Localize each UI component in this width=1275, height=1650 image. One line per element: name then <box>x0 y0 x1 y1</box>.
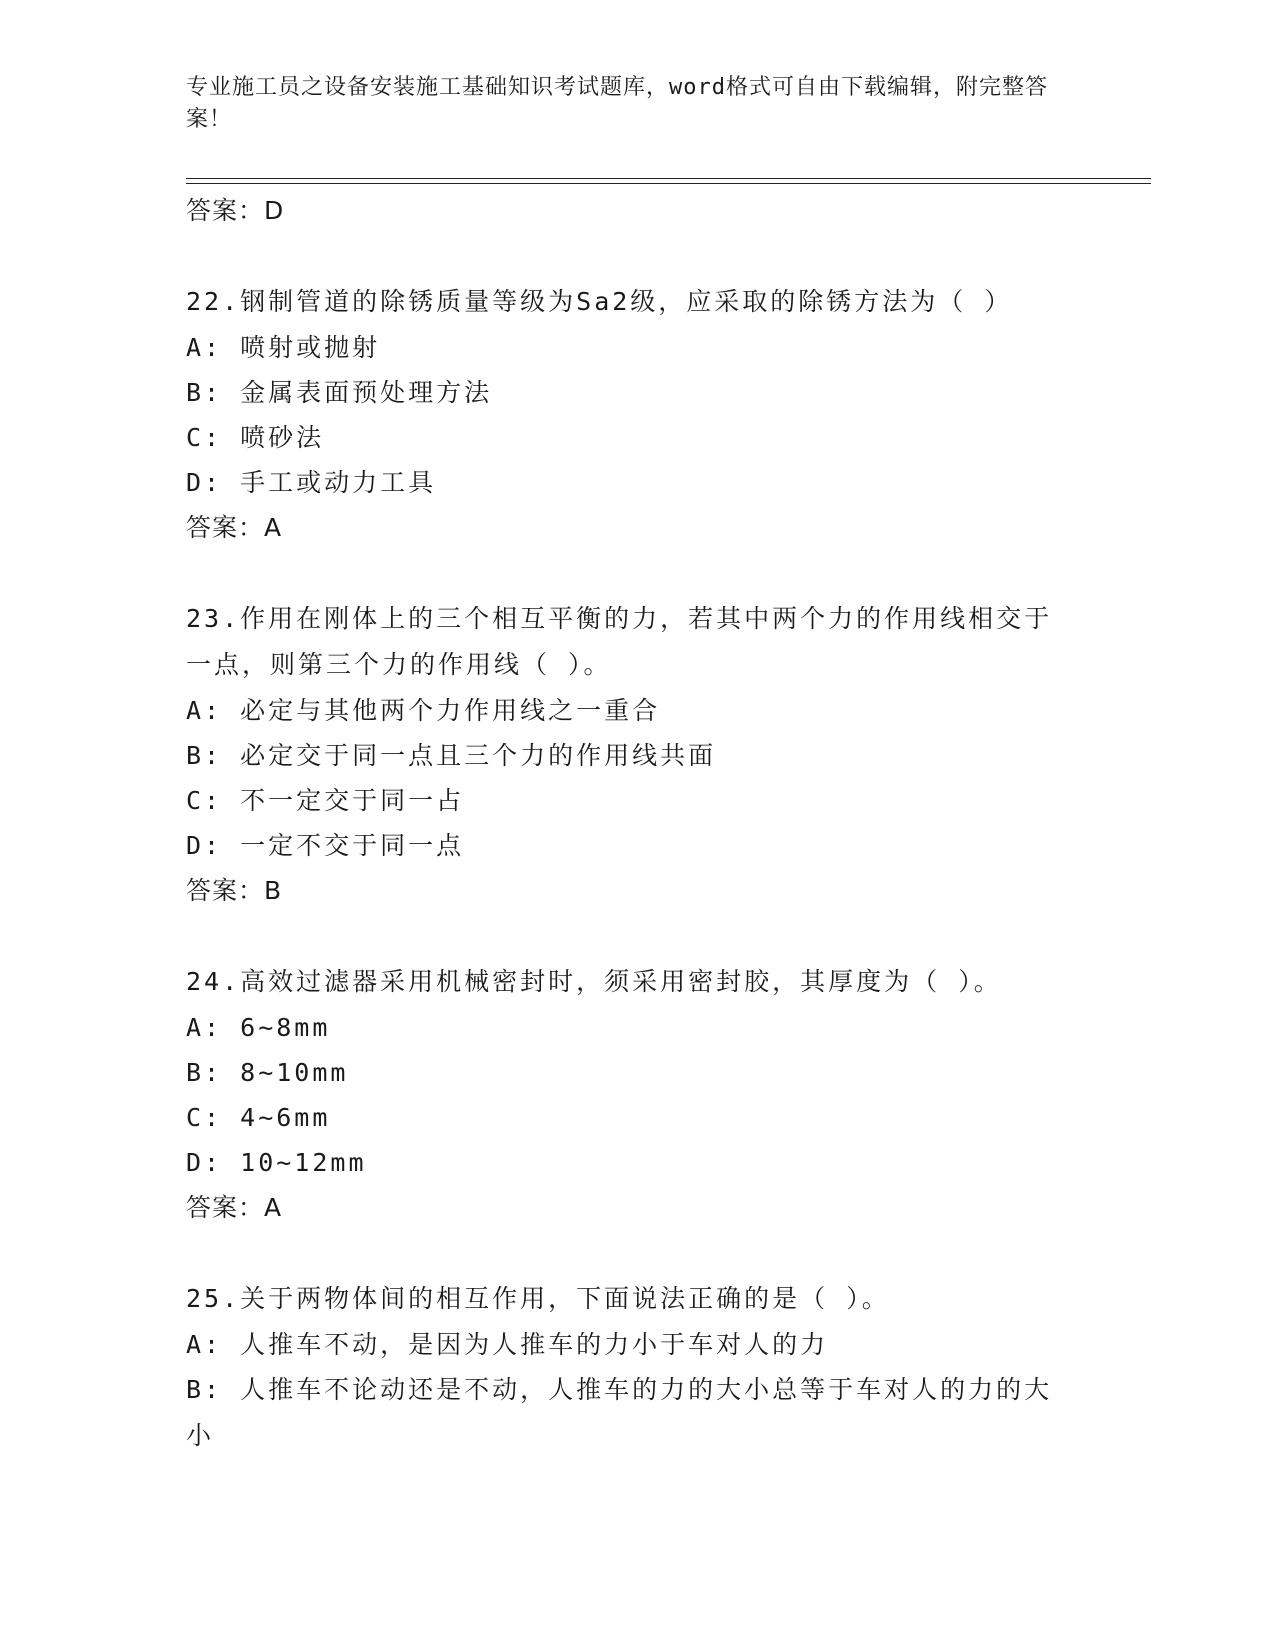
question-24-option-d: D: 10~12mm <box>186 1148 367 1177</box>
answer-q21: 答案：D <box>186 196 285 225</box>
question-23-stem: 23.作用在刚体上的三个相互平衡的力，若其中两个力的作用线相交于一点，则第三个力的作用线（ ）。 <box>186 604 1053 679</box>
header-rule-bottom <box>186 183 1151 184</box>
spacer <box>186 551 1086 596</box>
question-23-option-d: D: 一定不交于同一点 <box>186 831 465 860</box>
question-24-option-c: C: 4~6mm <box>186 1103 331 1132</box>
question-23-option-c: C: 不一定交于同一占 <box>186 786 465 815</box>
question-24-option-a: A: 6~8mm <box>186 1013 331 1042</box>
spacer <box>186 914 1086 959</box>
header-rule-top <box>186 178 1151 179</box>
question-24-stem: 24.高效过滤器采用机械密封时，须采用密封胶，其厚度为（ ）。 <box>186 967 1002 996</box>
question-25-option-a: A: 人推车不动，是因为人推车的力小于车对人的力 <box>186 1330 829 1359</box>
document-content <box>186 188 1086 1459</box>
answer-q24: 答案：A <box>186 1193 283 1222</box>
question-25-stem: 25.关于两物体间的相互作用，下面说法正确的是（ ）。 <box>186 1284 890 1313</box>
question-22-option-c: C: 喷砂法 <box>186 423 325 452</box>
question-25-option-b: B: 人推车不论动还是不动，人推车的力的大小总等于车对人的力的大小 <box>186 1375 1053 1450</box>
question-22-stem: 22.钢制管道的除锈质量等级为Sa2级，应采取的除锈方法为（ ） <box>186 287 1013 316</box>
question-23-option-a: A: 必定与其他两个力作用线之一重合 <box>186 696 661 725</box>
question-23-option-b: B: 必定交于同一点且三个力的作用线共面 <box>186 741 717 770</box>
document-header: 专业施工员之设备安装施工基础知识考试题库，word格式可自由下载编辑，附完整答案！ <box>186 75 1048 132</box>
answer-q22: 答案：A <box>186 513 283 542</box>
question-22-option-d: D: 手工或动力工具 <box>186 468 437 497</box>
question-24-option-b: B: 8~10mm <box>186 1058 349 1087</box>
question-22-option-b: B: 金属表面预处理方法 <box>186 378 493 407</box>
answer-q23: 答案：B <box>186 876 283 905</box>
spacer <box>186 1231 1086 1276</box>
question-22-option-a: A: 喷射或抛射 <box>186 333 381 362</box>
spacer <box>186 234 1086 279</box>
